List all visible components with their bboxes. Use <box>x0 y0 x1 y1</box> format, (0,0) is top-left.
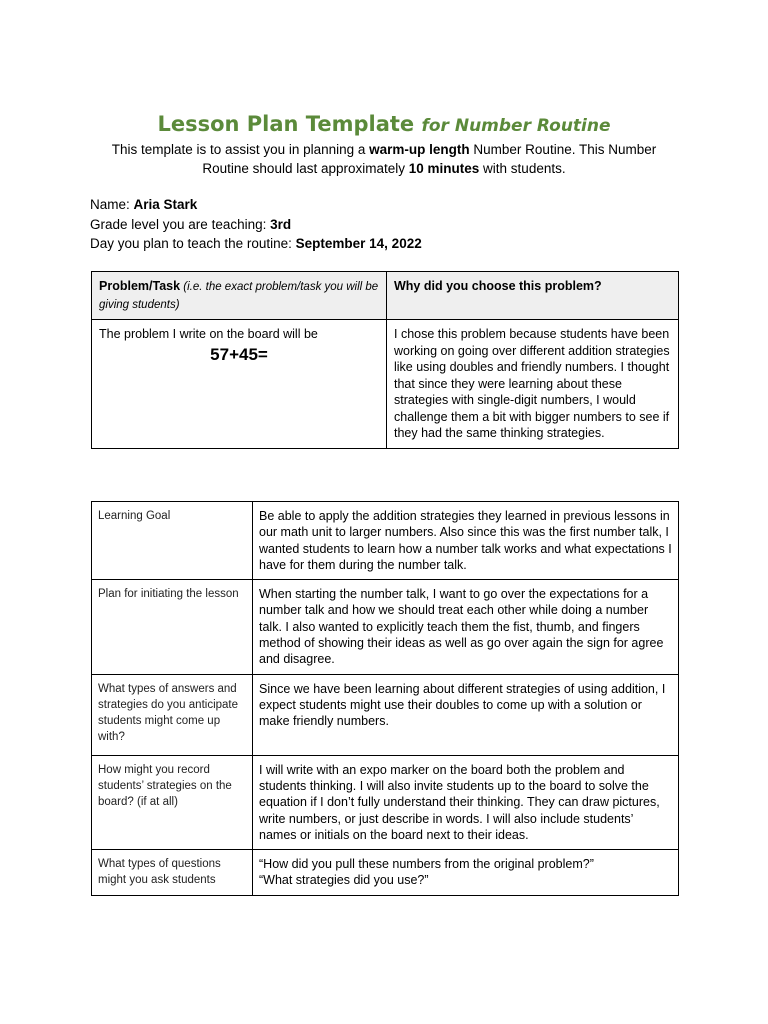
row-text: Be able to apply the addition strategies they learned in previous lessons in our math unit to larger numbers. Also since this was the first number talk, I wanted students to learn how a number talk works and what expectations I have for them during the number talk. <box>253 502 679 580</box>
table-row <box>92 502 679 580</box>
day-value: September 14, 2022 <box>295 236 422 251</box>
page-title <box>0 112 768 136</box>
day-line <box>90 234 422 254</box>
table-row <box>92 580 679 674</box>
intro-bold-2: 10 minutes <box>408 161 480 176</box>
problem-task-title: Problem/Task <box>99 279 181 293</box>
row-label: Plan for initiating the lesson <box>92 580 253 674</box>
row-text: I will write with an expo marker on the board both the problem and students thinking. I will also invite students up to the board to solve the equation if I don’t fully understand their thinking. They can draw pictures, write numbers, or just describe in words. I will also include students’ names or initials on the board next to their ideas. <box>253 755 679 849</box>
teacher-info <box>90 195 422 254</box>
day-label: Day you plan to teach the routine: <box>90 236 296 251</box>
grade-line <box>90 215 422 235</box>
why-title: Why did you choose this problem? <box>394 279 602 293</box>
table-row <box>92 674 679 755</box>
problem-cell <box>92 320 387 449</box>
table-row <box>92 850 679 896</box>
intro-text-3: with students. <box>479 161 566 176</box>
row-text <box>253 850 679 896</box>
name-value: Aria Stark <box>133 197 198 212</box>
row-label: How might you record students’ strategies on the board? (if at all) <box>92 755 253 849</box>
problem-expression: 57+45= <box>210 344 268 364</box>
intro-text-1: This template is to assist you in planning a <box>111 142 370 157</box>
table-row <box>92 755 679 849</box>
question-2: “What strategies did you use?” <box>259 873 429 888</box>
problem-task-hint: (i.e. the exact problem/task you will be giving students) <box>99 281 379 311</box>
reason-cell: I chose this problem because students have been working on going over different addition strategies like using doubles and friendly numbers. I thought that since they were learning about these strategies with single-digit numbers, I would challenge them a bit with bigger numbers to see if they had the same thinking strategies. <box>387 320 679 449</box>
name-line <box>90 195 422 215</box>
row-text: Since we have been learning about different strategies of using addition, I expect students might use their doubles to come up with a solution or make friendly numbers. <box>253 674 679 755</box>
intro-bold-1: warm-up length <box>369 142 470 157</box>
row-label: Learning Goal <box>92 502 253 580</box>
row-text: When starting the number talk, I want to go over the expectations for a number talk and how we should treat each other while doing a number talk. I also wanted to explicitly teach them the fist, thumb, and fingers method of showing their ideas as well as go over again the sign for agree and disagree. <box>253 580 679 674</box>
problem-text: The problem I write on the board will be <box>99 327 318 341</box>
problem-table-row <box>92 320 679 449</box>
problem-table <box>91 271 679 449</box>
row-label: What types of answers and strategies do you anticipate students might come up with? <box>92 674 253 755</box>
title-subtitle: for Number Routine <box>421 116 611 136</box>
question-1: “How did you pull these numbers from the original problem?” <box>259 857 594 872</box>
name-label: Name: <box>90 197 134 212</box>
problem-task-header <box>92 272 387 320</box>
intro-text-2: Number Routine. This Number Routine should last approximately <box>202 142 657 176</box>
intro-paragraph <box>100 140 668 178</box>
row-label: What types of questions might you ask students <box>92 850 253 896</box>
grade-label: Grade level you are teaching: <box>90 216 271 232</box>
why-header <box>387 272 679 320</box>
problem-table-header <box>92 272 679 320</box>
lesson-details-table <box>91 501 679 896</box>
title-main: Lesson Plan Template <box>157 112 415 136</box>
grade-value: 3rd <box>270 216 292 232</box>
